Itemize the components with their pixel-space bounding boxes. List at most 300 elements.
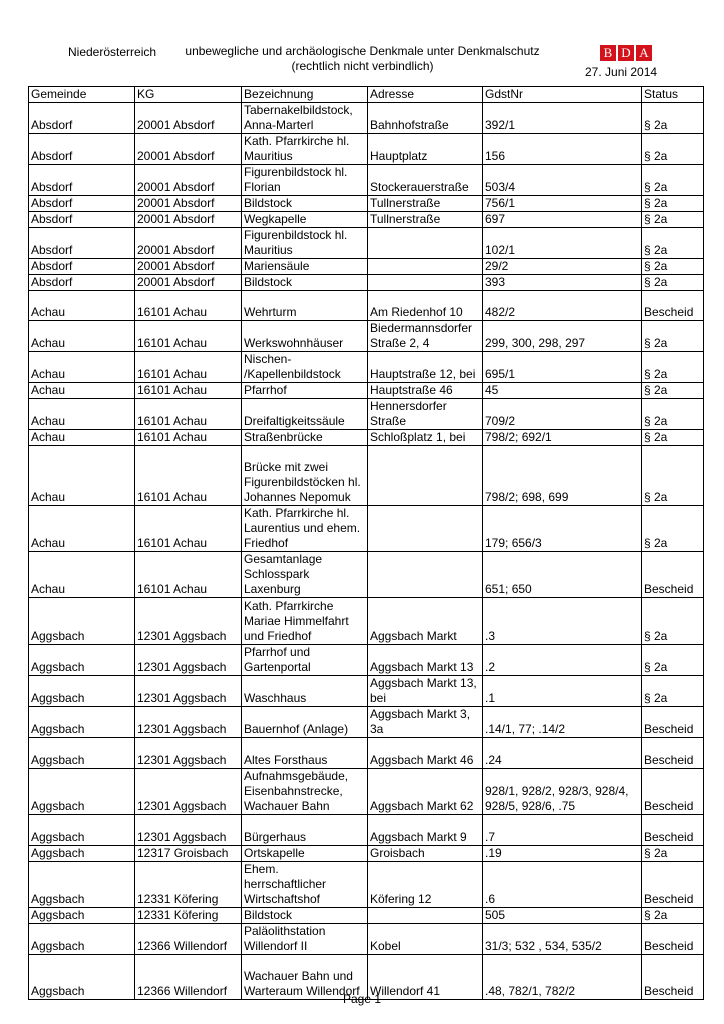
cell-bezeichnung-line: Pfarrhof und [244,645,311,659]
cell-adresse [368,352,483,383]
cell-bezeichnung-line: Bürgerhaus [244,830,307,844]
cell-gdstnr-line: 651; 650 [485,582,532,596]
cell-status: Bescheid [642,955,704,1000]
cell-adresse-line: Kobel [370,939,401,953]
cell-adresse-line: Aggsbach Markt 3, [370,707,471,721]
cell-gdstnr-line: 709/2 [485,414,516,428]
cell-adresse [368,134,483,165]
table-row [29,862,704,908]
cell-kg: 12301 Aggsbach [135,769,242,815]
cell-bezeichnung-line: Pfarrhof [244,383,287,397]
cell-status: § 2a [642,908,704,924]
cell-gdstnr [483,506,642,552]
cell-kg: 16101 Achau [135,321,242,352]
cell-adresse [368,196,483,212]
cell-gdstnr [483,446,642,506]
cell-gdstnr-line: .3 [485,629,496,643]
region-label: Niederösterreich [68,45,157,59]
cell-bezeichnung-line: Wegkapelle [244,212,307,226]
cell-bezeichnung [242,862,368,908]
cell-gdstnr-line: 697 [485,212,506,226]
cell-adresse-line: Hauptstraße 12, bei [370,367,476,381]
cell-bezeichnung-line: Anna-Marterl [244,118,314,132]
cell-bezeichnung-line: Brücke mit zwei [244,460,329,474]
cell-adresse [368,383,483,399]
cell-bezeichnung-line: Werkswohnhäuser [244,336,344,350]
cell-gdstnr-line: .48, 782/1, 782/2 [485,984,576,998]
cell-adresse [368,676,483,707]
cell-bezeichnung-line: Gesamtanlage [244,552,323,566]
title-line: unbewegliche und archäologische Denkmale unter Denkmalschutz [185,44,540,58]
cell-gemeinde: Absdorf [29,134,135,165]
cell-kg: 16101 Achau [135,430,242,446]
cell-bezeichnung-line: Figurenbildstock hl. [244,228,348,242]
table-row [29,645,704,676]
cell-gdstnr-line: .14/1, 77; .14/2 [485,722,566,736]
column-header-gemeinde: Gemeinde [29,87,135,103]
cell-bezeichnung-line: Straßenbrücke [244,430,323,444]
document-date: 27. Juni 2014 [585,65,658,79]
cell-gdstnr [483,228,642,259]
cell-bezeichnung-line: Mariae Himmelfahrt [244,614,349,628]
table-row [29,321,704,352]
table-row [29,552,704,598]
cell-adresse-line: Aggsbach Markt [370,629,457,643]
cell-adresse-line: Schloßplatz 1, bei [370,430,466,444]
table-row [29,598,704,645]
cell-adresse-line: Tullnerstraße [370,212,441,226]
table-row [29,103,704,134]
column-header-adresse: Adresse [368,87,483,103]
cell-bezeichnung-line: herrschaftlicher [244,877,327,891]
cell-bezeichnung-line: Willendorf II [244,939,308,953]
cell-bezeichnung-line: Wirtschaftshof [244,892,321,906]
cell-kg: 12317 Groisbach [135,846,242,862]
cell-bezeichnung-line: Schlosspark [244,567,310,581]
cell-bezeichnung-line: Mariensäule [244,259,310,273]
cell-bezeichnung-line: /Kapellenbildstock [244,367,341,381]
cell-bezeichnung [242,446,368,506]
cell-bezeichnung [242,275,368,291]
cell-bezeichnung [242,291,368,321]
cell-bezeichnung [242,738,368,769]
cell-gdstnr [483,134,642,165]
cell-gemeinde: Achau [29,291,135,321]
cell-bezeichnung-line: Paläolithstation [244,924,326,938]
cell-adresse-line: Straße [370,414,407,428]
document-title [180,44,545,74]
cell-bezeichnung [242,383,368,399]
column-header-status: Status [642,87,704,103]
cell-bezeichnung [242,769,368,815]
cell-adresse-line: Aggsbach Markt 9 [370,830,467,844]
page-number: Page 1 [342,992,382,1006]
cell-status: § 2a [642,352,704,383]
cell-gemeinde: Aggsbach [29,924,135,955]
table-row [29,212,704,228]
cell-status: § 2a [642,598,704,645]
cell-status: § 2a [642,399,704,430]
cell-bezeichnung [242,352,368,383]
cell-adresse [368,738,483,769]
subtitle-line: (rechtlich nicht verbindlich) [291,59,434,73]
cell-adresse [368,707,483,738]
cell-bezeichnung-line: Bildstock [244,908,293,922]
cell-status: Bescheid [642,552,704,598]
cell-bezeichnung-line: Friedhof [244,536,289,550]
table-row [29,846,704,862]
cell-kg: 16101 Achau [135,291,242,321]
cell-status: § 2a [642,321,704,352]
cell-kg: 12301 Aggsbach [135,645,242,676]
cell-bezeichnung [242,846,368,862]
cell-gdstnr [483,676,642,707]
cell-gemeinde: Aggsbach [29,676,135,707]
cell-gdstnr-line: 299, 300, 298, 297 [485,336,586,350]
cell-kg: 16101 Achau [135,352,242,383]
table-row [29,383,704,399]
cell-gemeinde: Aggsbach [29,645,135,676]
cell-kg: 12301 Aggsbach [135,676,242,707]
table-row [29,815,704,846]
cell-gemeinde: Aggsbach [29,862,135,908]
cell-gemeinde: Absdorf [29,228,135,259]
table-row [29,506,704,552]
cell-gdstnr-line: 798/2; 692/1 [485,430,552,444]
cell-status: § 2a [642,506,704,552]
cell-status: § 2a [642,103,704,134]
cell-bezeichnung-line: Kath. Pfarrkirche [244,599,334,613]
cell-kg: 12301 Aggsbach [135,815,242,846]
cell-kg: 20001 Absdorf [135,196,242,212]
cell-bezeichnung-line: Bauernhof (Anlage) [244,722,349,736]
cell-adresse [368,862,483,908]
cell-gemeinde: Achau [29,399,135,430]
cell-status: § 2a [642,275,704,291]
cell-adresse [368,399,483,430]
cell-adresse [368,815,483,846]
cell-adresse-line: Am Riedenhof 10 [370,305,463,319]
cell-bezeichnung-line: Wachauer Bahn und [244,969,353,983]
cell-status: § 2a [642,383,704,399]
cell-bezeichnung-line: Gartenportal [244,660,311,674]
cell-gemeinde: Achau [29,506,135,552]
cell-bezeichnung [242,552,368,598]
cell-gemeinde: Aggsbach [29,738,135,769]
cell-gdstnr-line: .1 [485,691,496,705]
cell-adresse [368,506,483,552]
cell-bezeichnung [242,598,368,645]
cell-adresse-line: Hauptstraße 46 [370,383,453,397]
cell-adresse-line: Aggsbach Markt 46 [370,753,474,767]
cell-kg: 20001 Absdorf [135,103,242,134]
cell-bezeichnung [242,196,368,212]
cell-bezeichnung-line: Kath. Pfarrkirche hl. [244,134,350,148]
cell-bezeichnung-line: und Friedhof [244,629,312,643]
cell-bezeichnung-line: Florian [244,180,281,194]
cell-bezeichnung-line: Mauritius [244,243,293,257]
cell-bezeichnung-line: Aufnahmsgebäude, [244,769,349,783]
cell-bezeichnung [242,815,368,846]
column-header-gdstnr: GdstNr [483,87,642,103]
monuments-table [28,86,704,1000]
cell-gdstnr [483,908,642,924]
cell-gemeinde: Absdorf [29,196,135,212]
column-header-bezeichnung: Bezeichnung [242,87,368,103]
cell-adresse [368,446,483,506]
cell-gdstnr-line: 756/1 [485,196,516,210]
table-row [29,676,704,707]
cell-gdstnr-line: 31/3; 532 , 534, 535/2 [485,939,602,953]
cell-status: § 2a [642,196,704,212]
cell-kg: 16101 Achau [135,552,242,598]
cell-bezeichnung [242,228,368,259]
table-row [29,707,704,738]
cell-gdstnr [483,598,642,645]
cell-gemeinde: Aggsbach [29,846,135,862]
cell-adresse-line: Köfering 12 [370,892,432,906]
cell-status: § 2a [642,259,704,275]
cell-gemeinde: Achau [29,352,135,383]
cell-adresse-line: Straße 2, 4 [370,336,430,350]
table-row [29,738,704,769]
cell-gdstnr-line: .6 [485,892,496,906]
cell-bezeichnung-line: Figurenbildstöcken hl. [244,475,361,489]
cell-status: § 2a [642,165,704,196]
table-row [29,134,704,165]
cell-status: Bescheid [642,738,704,769]
cell-adresse-line: Aggsbach Markt 13, [370,676,477,690]
cell-gemeinde: Achau [29,383,135,399]
cell-gemeinde: Aggsbach [29,815,135,846]
cell-kg: 20001 Absdorf [135,259,242,275]
cell-gdstnr-line: .19 [485,846,502,860]
cell-kg: 20001 Absdorf [135,228,242,259]
cell-adresse-line: Willendorf 41 [370,984,441,998]
cell-adresse [368,598,483,645]
table-row [29,430,704,446]
column-header-kg: KG [135,87,242,103]
cell-bezeichnung-line: Laxenburg [244,582,301,596]
cell-bezeichnung [242,645,368,676]
logo-letter: B [600,45,616,61]
cell-gdstnr-line: 503/4 [485,180,516,194]
cell-bezeichnung-line: Mauritius [244,149,293,163]
cell-bezeichnung [242,321,368,352]
cell-gdstnr [483,259,642,275]
cell-bezeichnung [242,707,368,738]
cell-gdstnr-line: 393 [485,275,506,289]
table-row [29,352,704,383]
cell-adresse [368,552,483,598]
table-row [29,228,704,259]
cell-gdstnr [483,846,642,862]
cell-gemeinde: Achau [29,552,135,598]
cell-kg: 12331 Köfering [135,862,242,908]
cell-gdstnr-line: 392/1 [485,118,516,132]
cell-gdstnr-line: 29/2 [485,259,509,273]
cell-adresse [368,846,483,862]
cell-bezeichnung-line: Bildstock [244,275,293,289]
cell-gemeinde: Achau [29,321,135,352]
cell-bezeichnung-line: Wachauer Bahn [244,799,330,813]
cell-adresse [368,908,483,924]
cell-gdstnr [483,196,642,212]
cell-gdstnr-line: .24 [485,753,502,767]
table-row [29,259,704,275]
cell-gdstnr-line: 156 [485,149,506,163]
cell-gdstnr-line: 798/2; 698, 699 [485,490,569,504]
cell-gdstnr-line: 179; 656/3 [485,536,542,550]
cell-bezeichnung-line: Laurentius und ehem. [244,521,361,535]
cell-bezeichnung-line: Tabernakelbildstock, [244,103,353,117]
cell-bezeichnung-line: Wehrturm [244,305,297,319]
cell-gdstnr-line: 482/2 [485,305,516,319]
cell-gemeinde: Achau [29,446,135,506]
cell-kg: 12301 Aggsbach [135,707,242,738]
cell-gdstnr [483,924,642,955]
cell-bezeichnung [242,212,368,228]
cell-adresse-line: Groisbach [370,846,425,860]
cell-adresse [368,430,483,446]
cell-adresse-line: Hennersdorfer [370,399,447,413]
cell-bezeichnung [242,399,368,430]
cell-bezeichnung [242,506,368,552]
cell-kg: 20001 Absdorf [135,275,242,291]
cell-adresse [368,769,483,815]
cell-bezeichnung [242,103,368,134]
table-row [29,924,704,955]
cell-kg: 12366 Willendorf [135,955,242,1000]
cell-kg: 20001 Absdorf [135,134,242,165]
cell-gemeinde: Aggsbach [29,707,135,738]
cell-kg: 16101 Achau [135,399,242,430]
cell-gdstnr-line: 928/1, 928/2, 928/3, 928/4, [485,784,629,798]
cell-kg: 12366 Willendorf [135,924,242,955]
cell-adresse [368,924,483,955]
cell-gdstnr [483,103,642,134]
cell-bezeichnung [242,908,368,924]
cell-gdstnr-line: 102/1 [485,243,516,257]
cell-status: § 2a [642,430,704,446]
table-row [29,908,704,924]
cell-bezeichnung-line: Altes Forsthaus [244,753,328,767]
cell-adresse [368,228,483,259]
cell-gdstnr [483,815,642,846]
cell-gdstnr [483,738,642,769]
logo-letter: D [618,45,634,61]
cell-gdstnr-line: .2 [485,660,496,674]
cell-bezeichnung [242,676,368,707]
cell-adresse [368,291,483,321]
cell-gdstnr [483,645,642,676]
cell-gemeinde: Absdorf [29,212,135,228]
cell-gdstnr [483,769,642,815]
cell-bezeichnung-line: Ehem. [244,862,279,876]
cell-gemeinde: Aggsbach [29,769,135,815]
cell-kg: 12301 Aggsbach [135,738,242,769]
cell-kg: 16101 Achau [135,383,242,399]
cell-bezeichnung-line: Nischen- [244,352,292,366]
cell-bezeichnung-line: Kath. Pfarrkirche hl. [244,506,350,520]
cell-gdstnr-line: 695/1 [485,367,516,381]
table-row [29,275,704,291]
cell-kg: 12301 Aggsbach [135,598,242,645]
cell-gdstnr [483,430,642,446]
cell-gdstnr-line: 505 [485,908,506,922]
cell-adresse [368,321,483,352]
cell-adresse [368,645,483,676]
cell-status: § 2a [642,676,704,707]
cell-kg: 12331 Köfering [135,908,242,924]
cell-gdstnr [483,399,642,430]
cell-bezeichnung [242,924,368,955]
cell-kg: 20001 Absdorf [135,212,242,228]
cell-gdstnr [483,291,642,321]
cell-gdstnr-line: 45 [485,383,499,397]
cell-status: § 2a [642,846,704,862]
cell-adresse-line: Hauptplatz [370,149,428,163]
cell-gemeinde: Absdorf [29,103,135,134]
bda-logo [600,45,652,61]
cell-adresse-line: Aggsbach Markt 62 [370,799,474,813]
cell-adresse-line: 3a [370,722,384,736]
cell-adresse [368,212,483,228]
cell-gdstnr-line: 928/5, 928/6, .75 [485,799,576,813]
cell-adresse-line: Stockerauerstraße [370,180,469,194]
cell-status: Bescheid [642,815,704,846]
cell-gdstnr [483,862,642,908]
cell-gemeinde: Aggsbach [29,908,135,924]
cell-bezeichnung [242,259,368,275]
cell-kg: 20001 Absdorf [135,165,242,196]
logo-letter: A [636,45,652,61]
cell-status: Bescheid [642,862,704,908]
cell-adresse-line: Bahnhofstraße [370,118,449,132]
cell-adresse-line: Biedermannsdorfer [370,321,473,335]
cell-status: Bescheid [642,707,704,738]
cell-bezeichnung-line: Johannes Nepomuk [244,490,351,504]
table-row [29,769,704,815]
cell-gdstnr [483,707,642,738]
table-row [29,196,704,212]
cell-gdstnr [483,275,642,291]
cell-gdstnr [483,165,642,196]
cell-gemeinde: Absdorf [29,275,135,291]
cell-bezeichnung [242,165,368,196]
cell-gemeinde: Aggsbach [29,955,135,1000]
cell-adresse [368,103,483,134]
cell-adresse [368,165,483,196]
cell-gemeinde: Aggsbach [29,598,135,645]
cell-kg: 16101 Achau [135,506,242,552]
cell-gdstnr [483,352,642,383]
cell-status: § 2a [642,645,704,676]
table-body [29,103,704,1000]
cell-adresse-line: Aggsbach Markt 13 [370,660,474,674]
cell-bezeichnung-line: Warteraum Willendorf [244,984,360,998]
cell-adresse-line: Tullnerstraße [370,196,441,210]
cell-gdstnr [483,321,642,352]
cell-gdstnr [483,552,642,598]
table-row [29,165,704,196]
cell-bezeichnung-line: Eisenbahnstrecke, [244,784,343,798]
table-row [29,291,704,321]
cell-bezeichnung-line: Figurenbildstock hl. [244,165,348,179]
cell-adresse [368,259,483,275]
cell-gemeinde: Achau [29,430,135,446]
cell-status: § 2a [642,134,704,165]
